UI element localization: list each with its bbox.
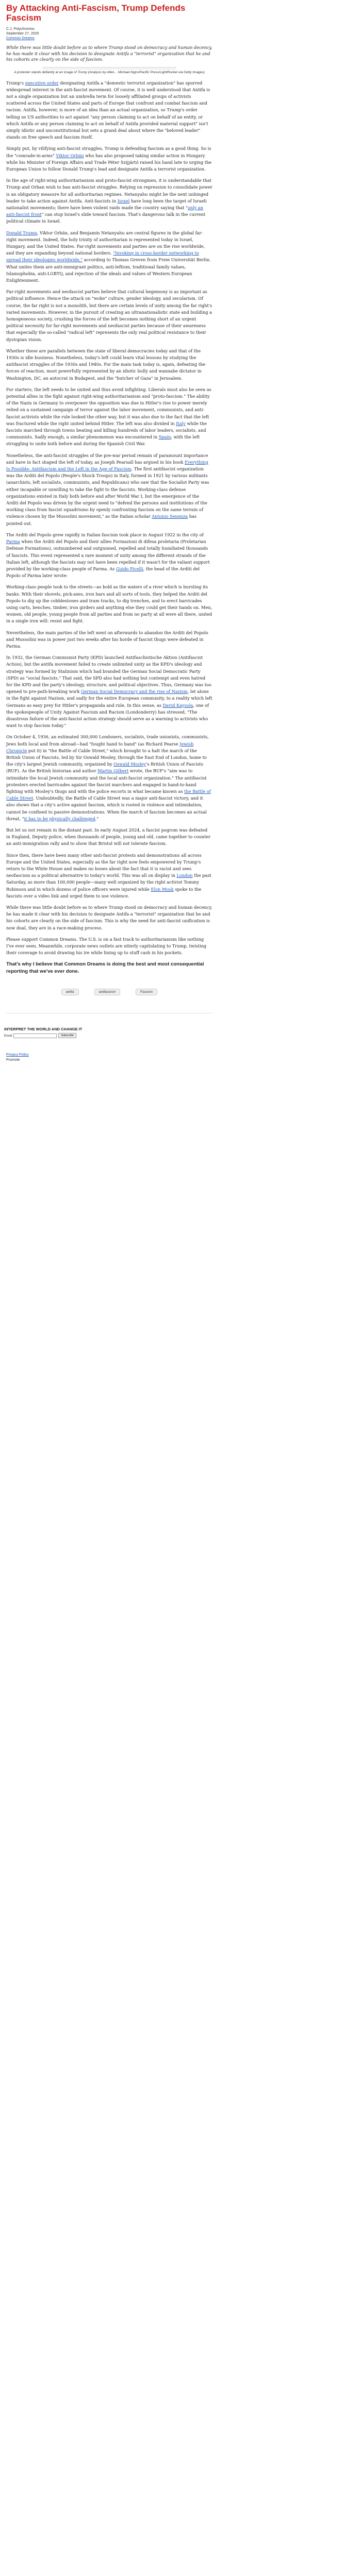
paragraph-text: when the Arditi del Popolo and their allies Formazioni di difesa proletaria (Proletarian Defense Formations), outnumbered and outgunned, repelled and totally humiliated thousands of fascists. This event represented a rare moment of unity among the different strands of the Italian left, although the fascists may not have been repelled if it wasn't for the valiant support provided by the working-class people of Parma. As [6,539,210,571]
paragraph-text: While there was little doubt before as to where Trump stood on democracy and human decency, he has made it clear with his decision to designate Antifa a "terrorist" organization that he and his cohorts are clearly on the side of fascism. This is why the need for anti-fascist unification is now dual, they are in a race-making process. [6,905,212,930]
paragraph-text: spoke to the fascists over a video link and urged them to use violence. [6,886,202,899]
paragraph-text: . The first antifascist organization was the Arditi del Popolo (People's Shock Troops) in Italy, formed in 1921 by various militants (anarchists, left socialists, communists, and Republicans) who saw that the Socialist Party was either incapable or unwilling to take the fight to the fascists. Working-class defense organizations existed in Italy both before and after World War I, but the emergence of the Arditi del Popolo was driven by the urgent need to "defend the persons and institutions of the working class from fascist squadrismo by openly confronting fascism on the same terrain of violence chosen by the Mussolini movement," as the Italian scholar [6,466,209,519]
paragraph-text: For starters, the left needs to be united and thus avoid infighting. Liberals must also be seen as potential allies in the fight against right-wing authoritarianism and "proto-fascism." The ability of the Nazis in Germany to overpower the opposition was due in Hitler's rise to power merely relied on a sustained campaign of terror against the labor movement, communists, and anti-fascist activists while the rule looked the other way, but it was also due to the fact that the left was fractured while the right united behind Hitler. The left was also divided in [6,386,211,426]
article-paragraph [6,177,212,225]
tag-antifa[interactable]: antifa [61,989,79,995]
inline-link[interactable]: David Kaysola [162,702,193,708]
paragraph-text: In the age of right-wing authoritarianism and proto-fascist strongmen, it is understandable that Trump and Orban wish to ban anti-fascist struggles. Relying on repression to consolidate power is an obligatory measure for all authoritarian regimes. Netanyahu might be the next unhinged leader to take action against Antifa. Anti-fascists in [6,178,212,204]
paragraph-text: has pointed out. [6,514,197,526]
paragraph-text: The Arditi del Popolo grew rapidly in Italian fascism took place in August 1922 in the city of [6,532,204,537]
paragraph-text: Far-right movements and neofascist parties believe that cultural hegemony is as important as political influence. Hence the attack on "woke" culture, gender ideology, and secularism. Of course, the far right is not a monolith, but there are certain levels of unity among the far right's varied movements. However, in the pursuit of creating an ultranationalistic state and building a homogeneous society, crushing the forces of the left becomes nothing short of an urgent political necessity for far-right movements and neofascist parties because of their awareness that especially the so-called "radical left" represents the only real political resistance to their dystopian vision. [6,289,212,342]
paragraph-text: Working-class people took to the streets—as bold as the waters of a river which is bursting its banks. With their shovels, pick-axes, iron bars and all sorts of tools, they helped the Arditi del Popolo to dig up the cobblestones and tram tracks, to dig trenches, and to erect barricades using carts, benches, timber, iron girders and anything else they could get their hands on. Men, women, old people, young people from all parties and from no party at all were all there, united in a single iron will: resist and fight. [6,584,212,624]
inline-link[interactable]: Italy [176,420,186,426]
inline-link[interactable]: Guido Picelli [116,566,143,571]
article-body [6,80,212,957]
paragraph-text: Nevertheless, the main parties of the left went on afterwards to abandon the Arditi del Popolo and Mussolini was in power just two weeks after his horde of fascist thugs were defeated in Parma. [6,630,208,649]
paragraph-text: , one of the spokespeople of Unity Against Fascism and Racism (Londonderry) has stressed, "The disastrous failure of the anti-fascist action strategy should serve as a warning to activists who want to stop fascism today." [6,702,209,728]
article-paragraph [6,532,212,579]
article-paragraph [6,80,212,141]
article-paragraph [6,348,212,382]
paragraph-text: Nonetheless, the anti-fascist struggles of the pre-war period remain of paramount importance and have in fact shaped the left of today, as Joseph Pearsall has argued in his book [6,452,208,465]
paragraph-text: On October 4, 1936, an estimated 300,000 Londoners, socialists, trade unionists, communists, Jews both local and from abroad—had "fought hand to hand" (as Richard Pearse [6,734,209,747]
paragraph-text: 's British Union of Fascists (BUF). As the British historian and author [6,761,203,774]
publish-date: September 27, 2025 [6,32,39,36]
paragraph-text: according to Thomas Greven from Freie Universität Berlin. What unites them are anti-immigrant politics, anti-leftism, traditional family values, Islamophobia, anti-LGBTQ, and rejection of the ideals and values of Western European Enlightenment. [6,257,211,283]
paragraph-text: wrote, the BUF's "aim was to intimidate the local Jewish community and the local anti-fascist organization." The antifascist protesters erected barricades against the fascist marchers and engaged in hand-to-hand fighting with Mosley's thugs and with the police escorts in what became known as [6,768,207,794]
paragraph-text: put it) in "the Battle of Cable Street," which brought to a halt the march of the British Union of Fascists, led by Sir Oswald Mosley, through the East End of London, home to the city's largest Jewish community, organized by [6,748,207,767]
article-lede: While there was little doubt before as to where Trump stood on democracy and human decency, he has made it clear with his decision to designate Antifa a "terrorist" organization that he and his cohorts are clearly on the side of fascism. [6,45,212,62]
privacy-policy-link[interactable]: Privacy Policy [6,1053,29,1057]
tag-antifascism[interactable]: antifascism [94,989,121,995]
paragraph-text: who has also proposed taking similar action in Hungary while his Minister of Foreign Affairs and Trade Péter Szijjártó raised his hand late to urging the European Union to follow Donald Trump's lead and designate Antifa a terrorist organization. [6,152,212,172]
email-input[interactable] [13,1033,57,1038]
paragraph-text: while the fascists marched through towns beating and killing hundreds of labor leaders, socialists, and communists. Sadly enough, a similar phenomenon was encountered in [6,420,207,440]
email-label: Email [4,1033,12,1038]
inline-link[interactable]: Antonio Senenza [152,514,188,519]
paragraph-text: , the head of the Arditi del Popolo of Parma later wrote: [6,566,200,579]
article-paragraph [6,827,212,848]
source-link[interactable]: Common Dreams [6,37,35,40]
article-paragraph [6,852,212,900]
article-paragraph [6,386,212,448]
inline-link[interactable]: Everything Is Possible: Antifascism and the Left in the Age of Fascism [6,459,208,472]
image-caption: A protester stands defiantly at an image of Trump (Analysis by Allen... Michael Nigro/Pacific Press/LightRocket via Getty Images) [14,70,205,74]
author: C.J. Polychroniou [6,27,35,31]
inline-link[interactable]: it has to be physically challenged [24,816,95,821]
paragraph-text: , with the left struggling to unite both before and during the Spanish Civil War. [6,434,200,447]
article-paragraph [6,734,212,822]
paragraph-text: the past Saturday, as more than 100,000 people—many well organized by the right activist Tommy Robinson and in which dozens of police officers were injured while [6,873,211,892]
inline-link[interactable]: Donald Trump [6,230,37,235]
byline [6,27,212,41]
paragraph-text: Since then, there have been many other anti-fascist protests and demonstrations all across Europe and the United States, especially as the far right now feels empowered by Trump's return to the White House and makes no bones about the fact that it is racist and sees neofascism as a political alternative to today's world. This was all on display in [6,852,202,878]
newsletter-signup [4,1027,212,1038]
article-image [42,67,176,70]
inline-link[interactable]: Viktor Orbán [56,152,84,158]
tag-fascism[interactable]: Fascism [136,989,157,995]
closing-statement: That's why I believe that Common Dreams is doing the best and most consequential reporting that we've ever done. [6,961,204,975]
inline-link[interactable]: Spain [158,434,171,440]
article-paragraph [6,936,212,957]
newsletter-heading: INTERPRET THE WORLD AND CHANGE IT [4,1027,83,1032]
promote-label: Promote [6,1058,20,1062]
inline-link[interactable]: "Invoking in cross-border networking to spread their ideologies worldwide," [6,250,199,263]
inline-link[interactable]: Elon Musk [151,886,174,892]
inline-link[interactable]: Jewish Chronicle [6,741,194,753]
page [0,0,361,1063]
article-paragraph [6,584,212,624]
paragraph-text: have long been the target of Israeli nationalist movements; there have been violent raids made the country saying that " [6,198,207,210]
paragraph-text: But let us not remain in the distant past. In early August 2024, a fascist pogrom was defeated in England, Deputy police, when thousands of people, young and old, came together to counter an anti-immigration rally and to show that Bristol will not tolerate fascism. [6,827,211,846]
tag-list [6,989,212,995]
newsletter-form [4,1033,212,1038]
paragraph-text: Whether these are parallels between the state of liberal democracies today and that of the 1930s is idle business. Nonetheless, today's left could learn vital lessons by studying the antifascist struggles of the 1930s and 1940s. For the main task today is, again, defeating the forces of reaction, most powerfully represented by an idiotic bully and wannabe dictator in Washington, DC, an autocrat in Budapest, and the "butcher of Gaza" in Jerusalem. [6,348,206,381]
inline-link[interactable]: the Battle of Cable Street [6,789,211,801]
article-paragraph [6,230,212,284]
paragraph-text: , let alone in the fight against Nazism, and sadly for the entire European community, to a reality which left Germans as easy prey for Hitler's propaganda and rule. In this sense, as [6,689,212,708]
article-container [6,0,212,1063]
paragraph-text: Trump's [6,80,25,86]
article-paragraph [6,654,212,729]
paragraph-text: Please support Common Dreams. The U.S. is on a fast track to authoritarianism like nothing I've ever seen. Meanwhile, corporate news outlets are utterly capitulating to Trump, twisting their coverage to avoid drawing his ire while lining up to stuff cash in his pockets. [6,936,207,956]
article-paragraph [6,289,212,343]
article-paragraph [6,452,212,527]
article-paragraph [6,145,212,173]
inline-link[interactable]: London [176,873,193,878]
inline-link[interactable]: Martin Gilbert [97,768,129,774]
subscribe-button[interactable]: Subscribe [58,1033,76,1038]
inline-link[interactable]: executive order [25,80,59,86]
inline-link[interactable]: Israel [117,198,130,204]
paragraph-text: " can stop Israel's slide toward fascism. That's dangerous talk in the current political climate in Israel. [6,212,206,224]
paragraph-text: , Viktor Orbán, and Benjamin Netanyahu are central figures in the global far-right movement. Indeed, the holy trinity of authoritarian is represented today in Israel, Hungary, and the United States. Far-right movements and parties are on the rise worldwide, and they are expanding beyond national borders. [6,230,205,256]
paragraph-text: ." [95,816,99,821]
inline-link[interactable]: German Social Democracy and the rise of Nazism [81,689,188,694]
inline-link[interactable]: Oswald Mosley [113,761,146,767]
article-paragraph [6,630,212,650]
article-title: By Attacking Anti-Fascism, Trump Defends Fascism [6,3,186,23]
paragraph-text: Simply put, by vilifying anti-fascist struggles, Trump is defending fascism as a good thing. So is the "comrade-in-arms" [6,146,211,158]
paragraph-text: designating Antifa a "domestic terrorist organization" has spurred widespread interest in the anti-fascist movement. Of course, it is well understood that Antifa is not a single organization but an umbrella term for loosely affiliated groups of activists scattered across the United States and parts of Europe that confront and combat fascism and racism. Antifa, however, is more of an idea than an actual organization, so Trump's order telling us US authorities to act against "any person claiming to act on behalf of an entity, or which Antifa or any person claiming to act on behalf of Antifa provided material support" isn't simply idiotic and unconstitutional but sets a grand deal about where the "beloved leader" stands on free speech and fascism itself. [6,80,210,140]
inline-link[interactable]: only an anti-fascist front [6,205,204,217]
inline-link[interactable]: Parma [6,539,20,545]
paragraph-text: In 1932, the German Communist Party (KPD) launched Antifaschistische Aktion (Antifascist Action), but the antifa movement failed to create unlimited unity as the KPD's ideology and strategy was formed by Stalinism which had branded the German Social Democratic Party (SPD) as "social fascists." That said, the SPD also had nothing but contempt and even hatred for the KPD and the party's ideology, structure, and political objectives. Thus, Germany was too opened to pre-path-breaking work [6,655,211,694]
article-paragraph [6,904,212,931]
paragraph-text: . Undoubtedly, the Battle of Cable Street was a major anti-fascist victory, and it also shows that a city's active against fascism, which is rooted in violence and intimidation, cannot be confined to passive demonstrations. When the march of fascism becomes an actual threat, " [6,795,207,821]
